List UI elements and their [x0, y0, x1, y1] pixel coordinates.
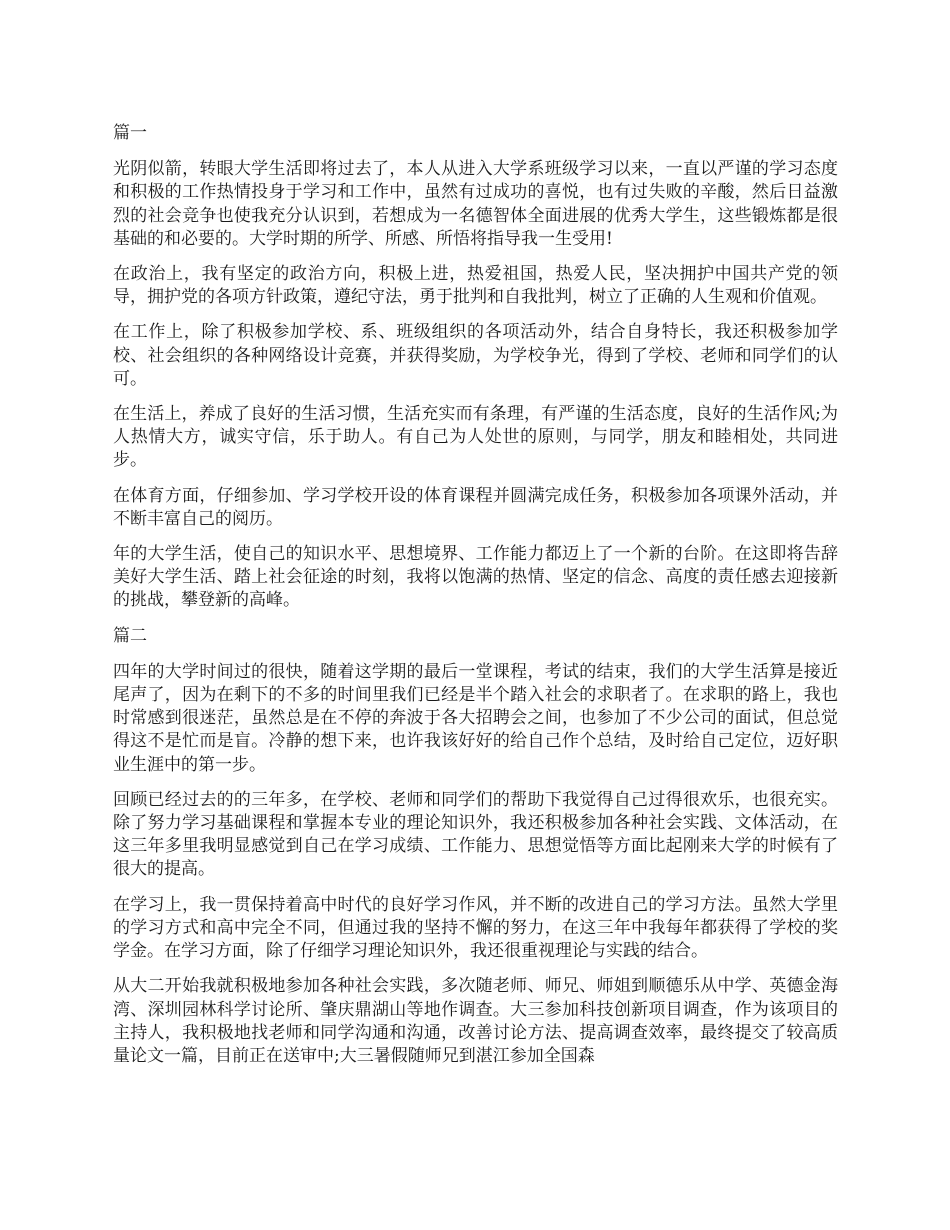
paragraph: 在工作上，除了积极参加学校、系、班级组织的各项活动外，结合自身特长，我还积极参加学校、社会组织的各种网络设计竞赛，并获得奖励，为学校争光，得到了学校、老师和同学们的认可。 — [113, 322, 838, 389]
paragraph: 在学习上，我一贯保持着高中时代的良好学习作风，并不断的改进自己的学习方法。虽然大学里的学习方式和高中完全不同，但通过我的坚持不懈的努力，在这三年中我每年都获得了学校的奖学金。在学习方面，除了仔细学习理论知识外，我还很重视理论与实践的结合。 — [113, 894, 838, 962]
paragraph: 四年的大学时间过的很快，随着这学期的最后一堂课程，考试的结束，我们的大学生活算是接近尾声了，因为在剩下的不多的时间里我们已经是半个踏入社会的求职者了。在求职的路上，我也时常感到很迷茫，虽然总是在不停的奔波于各大招聘会之间，也参加了不少公司的面试，但总觉得这不是忙而是盲。冷静的想下来，也许我该好好的给自己作个总结，及时给自己定位，迈好职业生涯中的第一步。 — [113, 661, 838, 775]
paragraph: 回顾已经过去的的三年多，在学校、老师和同学们的帮助下我觉得自己过得很欢乐，也很充实。除了努力学习基础课程和掌握本专业的理论知识外，我还积极参加各种社会实践、文体活动，在这三年多里我明显感觉到自己在学习成绩、工作能力、思想觉悟等方面比起刚来大学的时候有了很大的提高。 — [113, 789, 838, 880]
section-heading: 篇一 — [113, 123, 147, 143]
paragraph: 年的大学生活，使自己的知识水平、思想境界、工作能力都迈上了一个新的台阶。在这即将告辞美好大学生活、踏上社会征途的时刻，我将以饱满的热情、坚定的信念、高度的责任感去迎接新的挑战，攀登新的高峰。 — [113, 544, 838, 611]
paragraph: 从大二开始我就积极地参加各种社会实践，多次随老师、师兄、师姐到顺德乐从中学、英德金海湾、深圳园林科学讨论所、肇庆鼎湖山等地作调查。大三参加科技创新项目调查，作为该项目的主持人，我积极地找老师和同学沟通和沟通，改善讨论方法、提高调查效率，最终提交了较高质量论文一篇，目前正在送审中;大三暑假随师兄到湛江参加全国森 — [113, 976, 838, 1066]
paragraph: 光阴似箭，转眼大学生活即将过去了，本人从进入大学系班级学习以来，一直以严谨的学习态度和积极的工作热情投身于学习和工作中，虽然有过成功的喜悦，也有过失败的辛酸，然后日益激烈的社会竞争也使我充分认识到，若想成为一名德智体全面进展的优秀大学生，这些锻炼都是很基础的和必要的。大学时期的所学、所感、所悟将指导我一生受用! — [113, 159, 838, 249]
paragraph: 在政治上，我有坚定的政治方向，积极上进，热爱祖国，热爱人民，坚决拥护中国共产党的领导，拥护党的各项方针政策，遵纪守法，勇于批判和自我批判，树立了正确的人生观和价值观。 — [113, 264, 838, 308]
section-heading: 篇二 — [113, 625, 147, 646]
paragraph: 在生活上，养成了良好的生活习惯，生活充实而有条理，有严谨的生活态度，良好的生活作风;为人热情大方，诚实守信，乐于助人。有自己为人处世的原则，与同学，朋友和睦相处，共同进步。 — [113, 404, 838, 471]
paragraph: 在体育方面，仔细参加、学习学校开设的体育课程并圆满完成任务，积极参加各项课外活动，并不断丰富自己的阅历。 — [113, 485, 838, 529]
